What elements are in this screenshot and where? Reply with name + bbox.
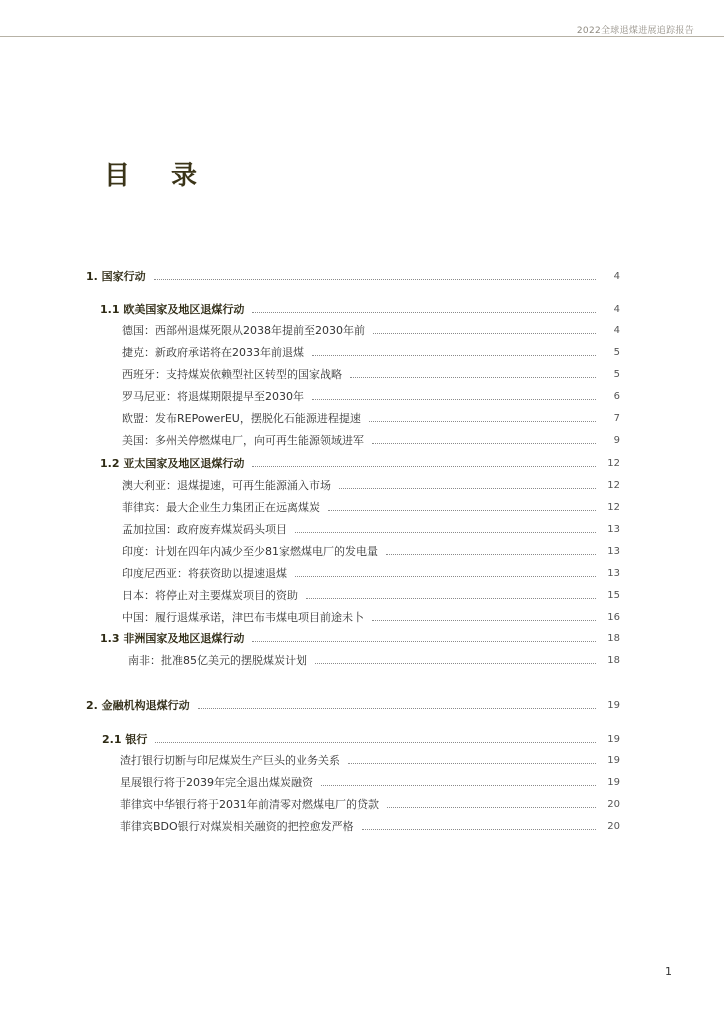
toc-entry[interactable] bbox=[122, 344, 620, 360]
dot-leader bbox=[295, 532, 596, 533]
dot-leader bbox=[350, 377, 596, 378]
toc-entry-label: 孟加拉国：政府废弃煤炭码头项目 bbox=[122, 523, 287, 536]
dot-leader bbox=[348, 763, 596, 764]
toc-entry-page: 4 bbox=[613, 271, 620, 282]
toc-entry-page: 18 bbox=[607, 655, 620, 666]
page-number: 1 bbox=[665, 965, 672, 978]
toc-entry-section-2[interactable] bbox=[86, 697, 620, 713]
toc-entry-label: 1. 国家行动 bbox=[86, 270, 146, 283]
dot-leader bbox=[154, 279, 596, 280]
toc-entry[interactable] bbox=[122, 322, 620, 338]
toc-entry-label: 美国：多州关停燃煤电厂，向可再生能源领域进军 bbox=[122, 434, 364, 447]
dot-leader bbox=[372, 443, 596, 444]
toc-entry-page: 13 bbox=[607, 568, 620, 579]
dot-leader bbox=[315, 663, 596, 664]
toc-entry[interactable] bbox=[122, 609, 620, 625]
dot-leader bbox=[312, 355, 596, 356]
toc-entry-section-1-2[interactable] bbox=[100, 455, 620, 471]
toc-entry-label: 渣打银行切断与印尼煤炭生产巨头的业务关系 bbox=[120, 754, 340, 767]
toc-entry[interactable] bbox=[122, 521, 620, 537]
toc-entry-label: 捷克：新政府承诺将在2033年前退煤 bbox=[122, 346, 304, 359]
toc-entry-label: 2.1 银行 bbox=[102, 733, 148, 746]
dot-leader bbox=[155, 742, 596, 743]
dot-leader bbox=[372, 620, 596, 621]
toc-entry-page: 20 bbox=[607, 799, 620, 810]
dot-leader bbox=[252, 466, 596, 467]
toc-entry-label: 德国：西部州退煤死限从2038年提前至2030年前 bbox=[122, 324, 365, 337]
toc-entry-label: 2. 金融机构退煤行动 bbox=[86, 699, 190, 712]
toc-entry-page: 12 bbox=[607, 458, 620, 469]
toc-entry-section-1-3[interactable] bbox=[100, 630, 620, 646]
toc-entry-page: 5 bbox=[613, 347, 620, 358]
toc-entry-page: 13 bbox=[607, 524, 620, 535]
toc-entry[interactable] bbox=[122, 477, 620, 493]
toc-entry-page: 16 bbox=[607, 612, 620, 623]
toc-entry-page: 20 bbox=[607, 821, 620, 832]
dot-leader bbox=[369, 421, 596, 422]
toc-entry-label: 1.2 亚太国家及地区退煤行动 bbox=[100, 457, 245, 470]
toc-entry[interactable] bbox=[120, 774, 620, 790]
toc-entry-section-2-1[interactable] bbox=[102, 731, 620, 747]
toc-entry-page: 19 bbox=[607, 755, 620, 766]
toc-entry[interactable] bbox=[128, 652, 620, 668]
toc-entry-page: 13 bbox=[607, 546, 620, 557]
toc-entry-page: 19 bbox=[607, 777, 620, 788]
dot-leader bbox=[252, 312, 596, 313]
toc-entry-page: 15 bbox=[607, 590, 620, 601]
toc-entry-label: 印度：计划在四年内减少至少81家燃煤电厂的发电量 bbox=[122, 545, 378, 558]
toc-entry[interactable] bbox=[122, 587, 620, 603]
toc-entry-label: 星展银行将于2039年完全退出煤炭融资 bbox=[120, 776, 313, 789]
toc-entry-label: 西班牙：支持煤炭依赖型社区转型的国家战略 bbox=[122, 368, 342, 381]
toc-entry-section-1[interactable] bbox=[86, 268, 620, 284]
toc-entry-page: 6 bbox=[613, 391, 620, 402]
report-header-title: 2022全球退煤进展追踪报告 bbox=[576, 26, 694, 36]
dot-leader bbox=[252, 641, 596, 642]
dot-leader bbox=[321, 785, 596, 786]
toc-entry-page: 12 bbox=[607, 480, 620, 491]
toc-entry-label: 1.1 欧美国家及地区退煤行动 bbox=[100, 303, 245, 316]
dot-leader bbox=[373, 333, 596, 334]
toc-entry-label: 欧盟：发布REPowerEU，摆脱化石能源进程提速 bbox=[122, 412, 361, 425]
toc-title: 目 录 bbox=[104, 161, 214, 191]
toc-entry-page: 18 bbox=[607, 633, 620, 644]
toc-entry-label: 日本：将停止对主要煤炭项目的资助 bbox=[122, 589, 298, 602]
toc-entry-section-1-1[interactable] bbox=[100, 301, 620, 317]
dot-leader bbox=[312, 399, 596, 400]
toc-entry[interactable] bbox=[122, 388, 620, 404]
toc-entry[interactable] bbox=[122, 565, 620, 581]
toc-entry-page: 19 bbox=[607, 700, 620, 711]
toc-entry-page: 7 bbox=[613, 413, 620, 424]
dot-leader bbox=[386, 554, 596, 555]
toc-entry-label: 菲律宾BDO银行对煤炭相关融资的把控愈发严格 bbox=[120, 820, 354, 833]
toc-entry-page: 19 bbox=[607, 734, 620, 745]
toc-entry[interactable] bbox=[122, 410, 620, 426]
dot-leader bbox=[328, 510, 596, 511]
toc-entry[interactable] bbox=[120, 818, 620, 834]
toc-entry-page: 12 bbox=[607, 502, 620, 513]
toc-entry-label: 澳大利亚：退煤提速，可再生能源涌入市场 bbox=[122, 479, 331, 492]
toc-entry[interactable] bbox=[120, 752, 620, 768]
toc-entry[interactable] bbox=[122, 432, 620, 448]
toc-entry-label: 菲律宾中华银行将于2031年前清零对燃煤电厂的贷款 bbox=[120, 798, 379, 811]
toc-entry[interactable] bbox=[120, 796, 620, 812]
toc-entry[interactable] bbox=[122, 366, 620, 382]
dot-leader bbox=[339, 488, 596, 489]
toc-entry-label: 中国：履行退煤承诺，津巴布韦煤电项目前途未卜 bbox=[122, 611, 364, 624]
toc-entry[interactable] bbox=[122, 499, 620, 515]
dot-leader bbox=[387, 807, 596, 808]
toc-entry-label: 1.3 非洲国家及地区退煤行动 bbox=[100, 632, 245, 645]
dot-leader bbox=[198, 708, 596, 709]
toc-entry[interactable] bbox=[122, 543, 620, 559]
toc-entry-label: 南非：批准85亿美元的摆脱煤炭计划 bbox=[128, 654, 307, 667]
toc-entry-page: 5 bbox=[613, 369, 620, 380]
toc-entry-page: 9 bbox=[613, 435, 620, 446]
toc-entry-page: 4 bbox=[613, 325, 620, 336]
dot-leader bbox=[306, 598, 596, 599]
toc-entry-label: 印度尼西亚：将获资助以提速退煤 bbox=[122, 567, 287, 580]
toc-entry-page: 4 bbox=[613, 304, 620, 315]
dot-leader bbox=[295, 576, 596, 577]
dot-leader bbox=[362, 829, 596, 830]
toc-entry-label: 菲律宾：最大企业生力集团正在远离煤炭 bbox=[122, 501, 320, 514]
toc-entry-label: 罗马尼亚：将退煤期限提早至2030年 bbox=[122, 390, 304, 403]
